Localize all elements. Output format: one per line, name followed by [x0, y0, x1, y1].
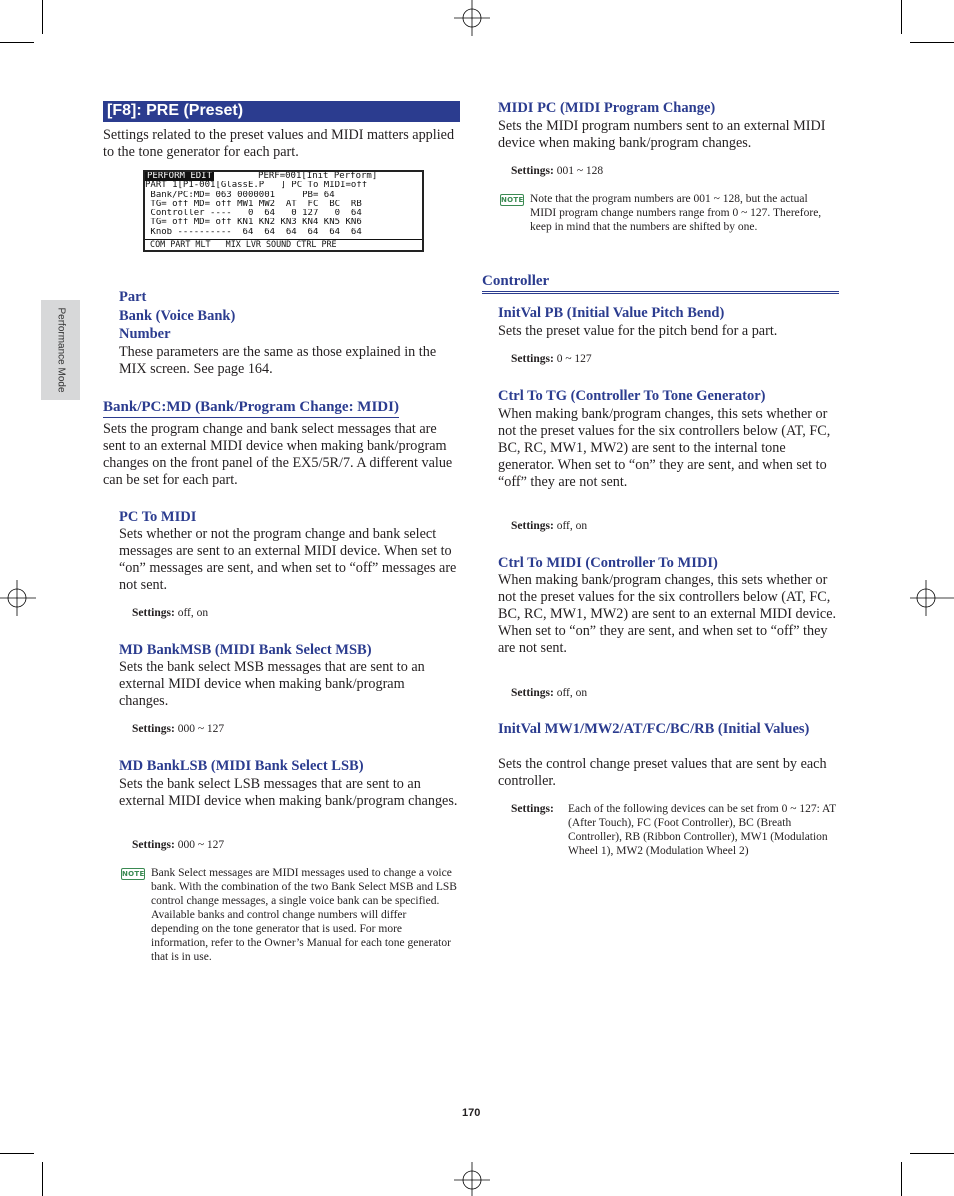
part-paragraph: These parameters are the same as those explained in the MIX screen. See page 164.	[119, 344, 437, 377]
note-icon: NOTE	[122, 870, 145, 878]
side-tab-label: Performance Mode	[55, 307, 66, 393]
registration-mark-icon	[452, 1162, 492, 1196]
intro-paragraph: Settings related to the preset values and MIDI matters applied to the tone generator for each part.	[103, 127, 455, 160]
crop-mark	[910, 1153, 954, 1154]
settings-value: 000 ~ 127	[177, 723, 225, 735]
pctomidi-settings	[132, 606, 208, 620]
bankpc-paragraph: Sets the program change and bank select messages that are sent to an external MIDI device when making bank/program changes on the front panel of the EX5/5R/7. A different value can be set for each part.	[103, 421, 453, 488]
settings-value: 0 ~ 127	[556, 353, 592, 365]
crop-mark	[910, 42, 954, 43]
crop-mark	[901, 1162, 902, 1196]
mw-settings-value: Each of the following devices can be set from 0 ~ 127: AT (After Touch), FC (Foot Controller), BC (Breath Controller), RB (Ribbon Controller), MW1 (Modulation Wheel 1), MW2 (Modulation Wheel 2)	[568, 803, 836, 857]
msb-settings	[132, 722, 224, 736]
crop-mark	[901, 0, 902, 34]
note-icon: NOTE	[501, 196, 524, 204]
lcd-row: PART 1[P1-001[GlassE.P ] PC To MIDI=off	[145, 181, 368, 191]
settings-value: 001 ~ 128	[556, 165, 604, 177]
lcd-row: Controller ---- 0 64 0 127 0 64	[145, 209, 362, 219]
lcd-row: Bank/PC:MD= 063 0000001 PB= 64	[145, 190, 335, 200]
crop-mark	[42, 1162, 43, 1196]
heading-ctrlmidi: Ctrl To MIDI (Controller To MIDI)	[498, 555, 718, 571]
note-paragraph: Note that the program numbers are 001 ~ 128, but the actual MIDI program change numbers range from 0 ~ 127. Therefore, keep in mind that the numbers are shifted by one.	[530, 193, 822, 233]
side-tab	[41, 300, 80, 400]
crop-mark	[0, 1153, 34, 1154]
heading-midipc: MIDI PC (MIDI Program Change)	[498, 100, 716, 116]
lcd-row: TG= off MD= off KN1 KN2 KN3 KN4 KN5 KN6	[145, 218, 362, 228]
settings-label: Settings:	[511, 520, 554, 532]
pb-paragraph: Sets the preset value for the pitch bend for a part.	[498, 323, 778, 339]
controller-rule	[482, 291, 839, 294]
crop-mark	[0, 42, 34, 43]
lcd-row: TG= off MD= off MW1 MW2 AT FC BC RB	[145, 199, 362, 209]
heading-part: Part	[119, 289, 147, 305]
settings-value: off, on	[556, 520, 588, 532]
pb-settings	[511, 352, 592, 366]
lcd-row: Knob ---------- 64 64 64 64 64 64	[145, 227, 362, 237]
heading-mw: InitVal MW1/MW2/AT/FC/BC/RB (Initial Values)	[498, 721, 810, 737]
midipc-settings	[511, 164, 603, 178]
msb-paragraph: Sets the bank select MSB messages that are sent to an external MIDI device when making bank/program changes.	[119, 659, 425, 709]
settings-value: 000 ~ 127	[177, 839, 225, 851]
heading-bankpc: Bank/PC:MD (Bank/Program Change: MIDI)	[103, 399, 399, 418]
page-title: [F8]: PRE (Preset)	[107, 102, 244, 119]
settings-value: off, on	[177, 607, 209, 619]
heading-ctrltg: Ctrl To TG (Controller To Tone Generator)	[498, 388, 766, 404]
note-paragraph: Bank Select messages are MIDI messages used to change a voice bank. With the combination of the two Bank Select MSB and LSB control change messages, a single voice bank can be specified. Available banks and control change numbers will differ depending on the tone generator that is used. For more information, refer to the Owner’s Manual for each tone generator that is in use.	[151, 867, 457, 963]
registration-mark-icon	[910, 578, 954, 618]
section-title-bar	[103, 101, 460, 122]
ctrltg-settings	[511, 519, 587, 533]
heading-lsb: MD BankLSB (MIDI Bank Select LSB)	[119, 758, 364, 774]
page-number: 170	[462, 1107, 481, 1119]
settings-label: Settings:	[511, 687, 554, 699]
lsb-settings	[132, 838, 224, 852]
lcd-header-left: PERFORM EDIT	[147, 172, 213, 181]
heading-number: Number	[119, 326, 171, 342]
settings-label: Settings:	[132, 839, 175, 851]
lcd-header-right: PERF=001[Init Perform]	[258, 172, 378, 181]
heading-bank: Bank (Voice Bank)	[119, 308, 236, 324]
heading-pb: InitVal PB (Initial Value Pitch Bend)	[498, 305, 725, 321]
lcd-tabs: COM PART MLT MIX LVR SOUND CTRL PRE	[145, 239, 422, 250]
registration-mark-icon	[452, 0, 492, 36]
settings-label: Settings:	[132, 723, 175, 735]
settings-value: off, on	[556, 687, 588, 699]
heading-msb: MD BankMSB (MIDI Bank Select MSB)	[119, 642, 372, 658]
settings-label: Settings:	[511, 165, 554, 177]
crop-mark	[42, 0, 43, 34]
settings-label: Settings:	[132, 607, 175, 619]
lsb-paragraph: Sets the bank select LSB messages that are sent to an external MIDI device when making bank/program changes.	[119, 776, 458, 809]
pctomidi-paragraph: Sets whether or not the program change and bank select messages are sent to an external MIDI device. When set to “on” messages are sent, and when set to “off” messages are not sent.	[119, 526, 457, 593]
settings-label: Settings:	[511, 353, 554, 365]
ctrlmidi-settings	[511, 686, 587, 700]
ctrlmidi-paragraph: When making bank/program changes, this sets whether or not the preset values for the six controllers below (AT, FC, BC, RC, MW1, MW2) are sent to an external MIDI device. When set to “on” they are sent, and when set to “off” they are not sent.	[498, 572, 837, 656]
heading-pctomidi: PC To MIDI	[119, 509, 197, 525]
mw-paragraph: Sets the control change preset values that are sent by each controller.	[498, 756, 827, 789]
ctrltg-paragraph: When making bank/program changes, this sets whether or not the preset values for the six controllers below (AT, FC, BC, RC, MW1, MW2) are sent to the internal tone generator. When set to “on” they are sent, and when set to “off” they are not sent.	[498, 406, 831, 490]
lcd-screenshot	[143, 170, 424, 252]
heading-controller: Controller	[482, 273, 550, 289]
mw-settings-label: Settings:	[511, 803, 554, 815]
registration-mark-icon	[0, 578, 36, 618]
midipc-paragraph: Sets the MIDI program numbers sent to an external MIDI device when making bank/program changes.	[498, 118, 826, 151]
